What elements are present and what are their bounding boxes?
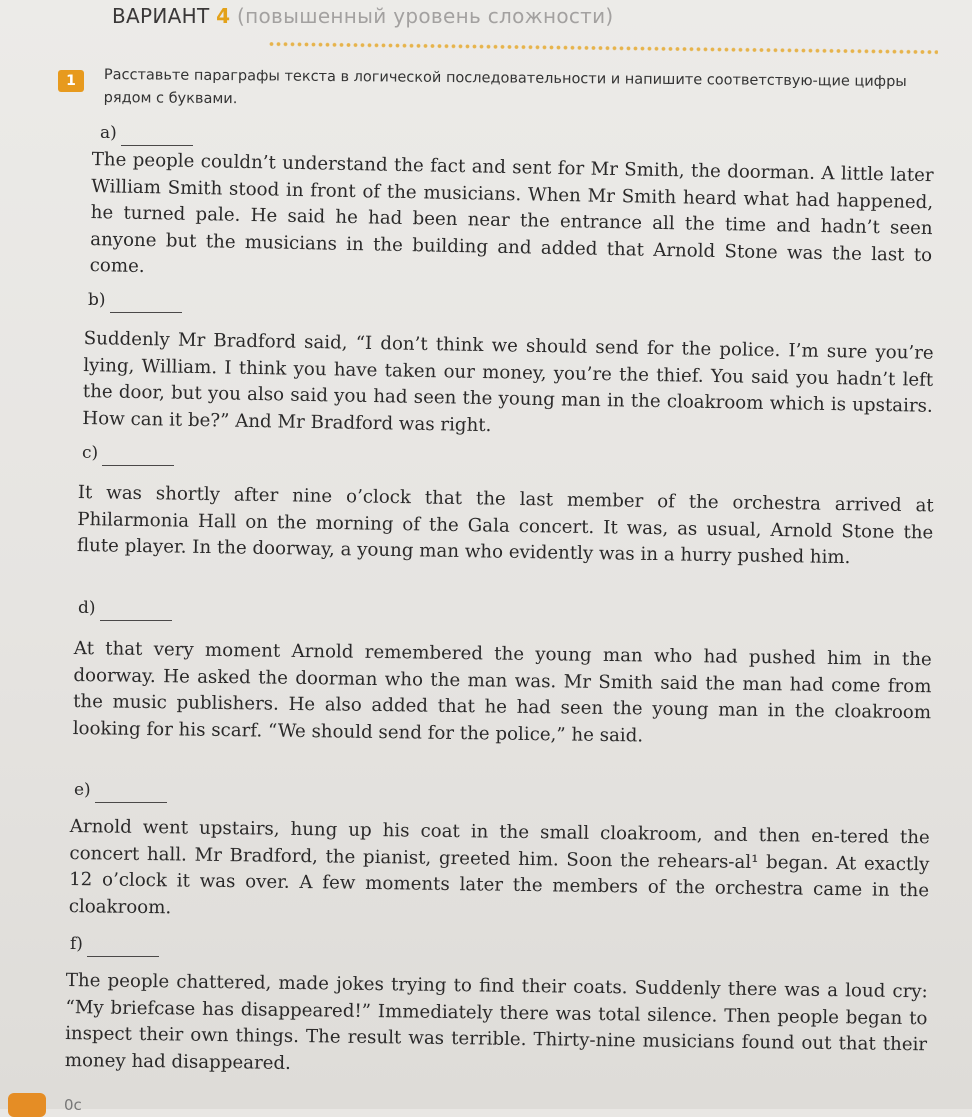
paragraph-text-f: The people chattered, made jokes trying to find their coats. Suddenly there was a loud cry: “My briefcase has disappeared!” Immediately there was total silence. Then people began to inspect their own things. The result was terrible. Thirty-nine musicians found out that their money had disappeared. [64, 969, 928, 1074]
paragraph-text-c: It was shortly after nine o’clock that the last member of the orchestra arrived at Philarmonia Hall on the morning of the Gala concert. It was, as usual, Arnold Stone the flute player. In the doorway, a young man who evidently was in a hurry pushed him. [76, 481, 934, 569]
paragraph-label-c: c) [82, 443, 174, 463]
task-number-badge: 1 [58, 70, 84, 92]
answer-blank-a[interactable] [121, 145, 193, 146]
answer-blank-f[interactable] [87, 956, 159, 957]
paragraph-text-d: At that very moment Arnold remembered the young man who had pushed him in the doorway. He asked the doorman who the man was. Mr Smith said the man had come from the music publishers. He also added that he had seen the young man in the cloakroom looking for his scarf. “We should send for the police,” he said. [72, 637, 932, 746]
difficulty-level: (повышенный уровень сложности) [237, 4, 614, 28]
paragraph-text-b: Suddenly Mr Bradford said, “I don’t think we should send for the police. I’m sure you’re lying, William. I think you have taken our money, you’re the thief. You said you hadn’t left the door, but you also said you had seen the young man in the cloakroom which is upstairs. How can it be?” And Mr Bradford was right. [82, 327, 934, 436]
paragraph-text-a: The people couldn’t understand the fact and sent for Mr Smith, the doorman. A little later William Smith stood in front of the musicians. When Mr Smith heard what had happened, he turned pale. He said he had been near the entrance all the time and hadn’t seen anyone but the musicians in the building and added that Arnold Stone was the last to come. [89, 148, 934, 278]
answer-blank-e[interactable] [95, 802, 167, 803]
variant-word: ВАРИАНТ [112, 4, 210, 28]
variant-number: 4 [216, 4, 231, 28]
paragraph-text-e: Arnold went upstairs, hung up his coat in the small cloakroom, and then en-tered the concert hall. Mr Bradford, the pianist, greeted him. Soon the rehears-al¹ began. At exactly 12 o’clock it was over. A few moments later the members of the orchestra came in the cloakroom. [68, 815, 930, 918]
cut-off-text: 0c [64, 1096, 82, 1114]
next-task-badge [8, 1093, 46, 1117]
paragraph-label-e: e) [74, 780, 167, 800]
answer-blank-d[interactable] [100, 620, 172, 621]
paragraph-label-a: a) [100, 123, 193, 143]
variant-header [112, 4, 614, 28]
answer-blank-b[interactable] [110, 312, 182, 313]
paragraph-label-d: d) [78, 598, 172, 618]
paragraph-label-f: f) [70, 934, 159, 954]
paragraph-label-b: b) [88, 290, 182, 310]
dotted-divider [268, 40, 938, 56]
answer-blank-c[interactable] [102, 465, 174, 466]
task-instruction: Расставьте параграфы текста в логической последовательности и напишите соответствую-щие цифры рядом с буквами. [103, 66, 907, 108]
